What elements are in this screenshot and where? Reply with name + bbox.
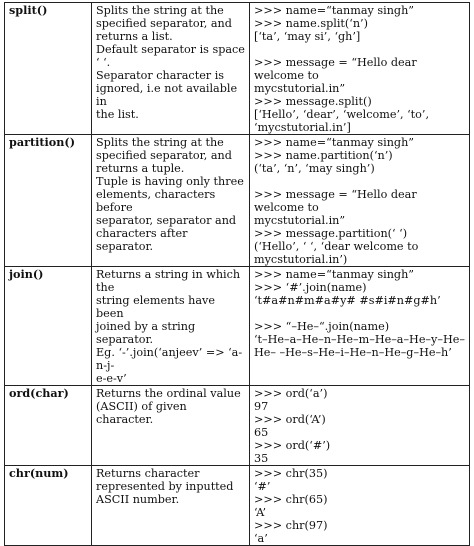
example-cell	[250, 466, 470, 546]
description-cell	[92, 466, 250, 546]
function-name: ord(char)	[9, 386, 69, 400]
cell-text-line: returns a tuple.	[96, 162, 185, 175]
cell-text-line: 35	[254, 452, 269, 465]
cell-text-line: >>> ord(‘#’)	[254, 439, 331, 452]
cell-text-line: He– –He–s–He–i–He–n–He–g–He–h’	[254, 346, 452, 359]
cell-text-line: Eg. ‘-’.join(‘anjeev’ => ‘a-n-j-	[96, 346, 243, 372]
cell-text-line: >>> name=“tanmay singh”	[254, 136, 415, 149]
cell-text-line: Returns character	[96, 467, 200, 480]
cell-text-line: the list.	[96, 108, 139, 121]
cell-text-line: >>> ‘#’.join(name)	[254, 281, 367, 294]
cell-text-line: mycstutorial.in”	[254, 82, 346, 95]
cell-text-line: e-e-v’	[96, 372, 127, 385]
function-name-cell	[5, 386, 92, 466]
cell-text-line: >>> “–He–“.join(name)	[254, 320, 390, 333]
function-name-cell	[5, 267, 92, 386]
cell-text-line: string elements have been	[96, 294, 219, 320]
cell-text-line: (‘Hello’, ‘ ‘, ‘dear welcome to	[254, 240, 419, 253]
cell-text-line: specified separator, and	[96, 17, 232, 30]
table-row-ord	[5, 386, 470, 466]
function-name-cell	[5, 135, 92, 267]
cell-text-line: >>> name.partition(‘n’)	[254, 149, 393, 162]
function-name: partition()	[9, 135, 75, 149]
function-name-cell	[5, 3, 92, 135]
cell-text-line: [‘Hello’, ‘dear’, ‘welcome’, ‘to’,	[254, 108, 430, 121]
cell-text-line: Returns a string in which the	[96, 268, 244, 294]
cell-text-line: >>> name=“tanmay singh”	[254, 4, 415, 17]
cell-text-line: joined by a string separator.	[96, 320, 199, 346]
cell-text-line: Separator character is	[96, 69, 225, 82]
cell-text-line: Default separator is space ‘ ‘.	[96, 43, 249, 69]
table-row-partition	[5, 135, 470, 267]
cell-text-line: [‘ta’, ‘may si’, ‘gh’]	[254, 30, 361, 43]
table-body	[5, 3, 470, 546]
cell-text-line: specified separator, and	[96, 149, 232, 162]
cell-text-line: >>> ord(‘a’)	[254, 387, 328, 400]
cell-text-line: >>> chr(35)	[254, 467, 328, 480]
cell-text-line	[254, 307, 465, 320]
cell-text-line: >>> message.partition(‘ ‘)	[254, 227, 408, 240]
example-cell	[250, 135, 470, 267]
table-row-split	[5, 3, 470, 135]
cell-text-line: ‘t–He–a–He–n–He–m–He–a–He–y–He–	[254, 333, 465, 346]
example-cell	[250, 267, 470, 386]
cell-text-line	[254, 175, 465, 188]
description-cell	[92, 267, 250, 386]
example-cell	[250, 386, 470, 466]
function-name: split()	[9, 3, 48, 17]
cell-text-line: >>> message = “Hello dear welcome to	[254, 56, 421, 82]
cell-text-line: returns a list.	[96, 30, 173, 43]
cell-text-line: Returns the ordinal value	[96, 387, 241, 400]
cell-text-line: represented by inputted	[96, 480, 234, 493]
function-name-cell	[5, 466, 92, 546]
cell-text-line: 97	[254, 400, 269, 413]
cell-text-line: >>> chr(65)	[254, 493, 328, 506]
cell-text-line: ‘mycstutorial.in’]	[254, 121, 351, 134]
cell-text-line: ‘a’	[254, 532, 268, 545]
cell-text-line: (‘ta’, ‘n’, ‘may singh’)	[254, 162, 375, 175]
cell-text-line: (ASCII) of given character.	[96, 400, 191, 426]
cell-text-line: Splits the string at the	[96, 136, 224, 149]
cell-text-line: Tuple is having only three	[96, 175, 244, 188]
table-row-join	[5, 267, 470, 386]
function-name: chr(num)	[9, 466, 69, 480]
cell-text-line: characters after separator.	[96, 227, 192, 253]
cell-text-line: >>> name.split(‘n’)	[254, 17, 368, 30]
cell-text-line: >>> ord(‘A’)	[254, 413, 326, 426]
table-row-chr	[5, 466, 470, 546]
cell-text-line: separator, separator and	[96, 214, 237, 227]
cell-text-line	[254, 43, 465, 56]
cell-text-line: mycstutorial.in’)	[254, 253, 348, 266]
description-cell	[92, 386, 250, 466]
cell-text-line: >>> chr(97)	[254, 519, 328, 532]
description-cell	[92, 135, 250, 267]
cell-text-line: ASCII number.	[96, 493, 180, 506]
example-cell	[250, 3, 470, 135]
cell-text-line: 65	[254, 426, 269, 439]
function-name: join()	[9, 267, 44, 281]
cell-text-line: ‘A’	[254, 506, 267, 519]
cell-text-line: ‘#’	[254, 480, 271, 493]
cell-text-line: >>> name=“tanmay singh”	[254, 268, 415, 281]
cell-text-line: >>> message = “Hello dear welcome to	[254, 188, 421, 214]
string-methods-table	[4, 2, 470, 546]
cell-text-line: mycstutorial.in”	[254, 214, 346, 227]
description-cell	[92, 3, 250, 135]
cell-text-line: ‘t#a#n#m#a#y# #s#i#n#g#h’	[254, 294, 441, 307]
cell-text-line: >>> message.split()	[254, 95, 372, 108]
cell-text-line: elements, characters before	[96, 188, 219, 214]
cell-text-line: ignored, i.e not available in	[96, 82, 241, 108]
cell-text-line: Splits the string at the	[96, 4, 224, 17]
